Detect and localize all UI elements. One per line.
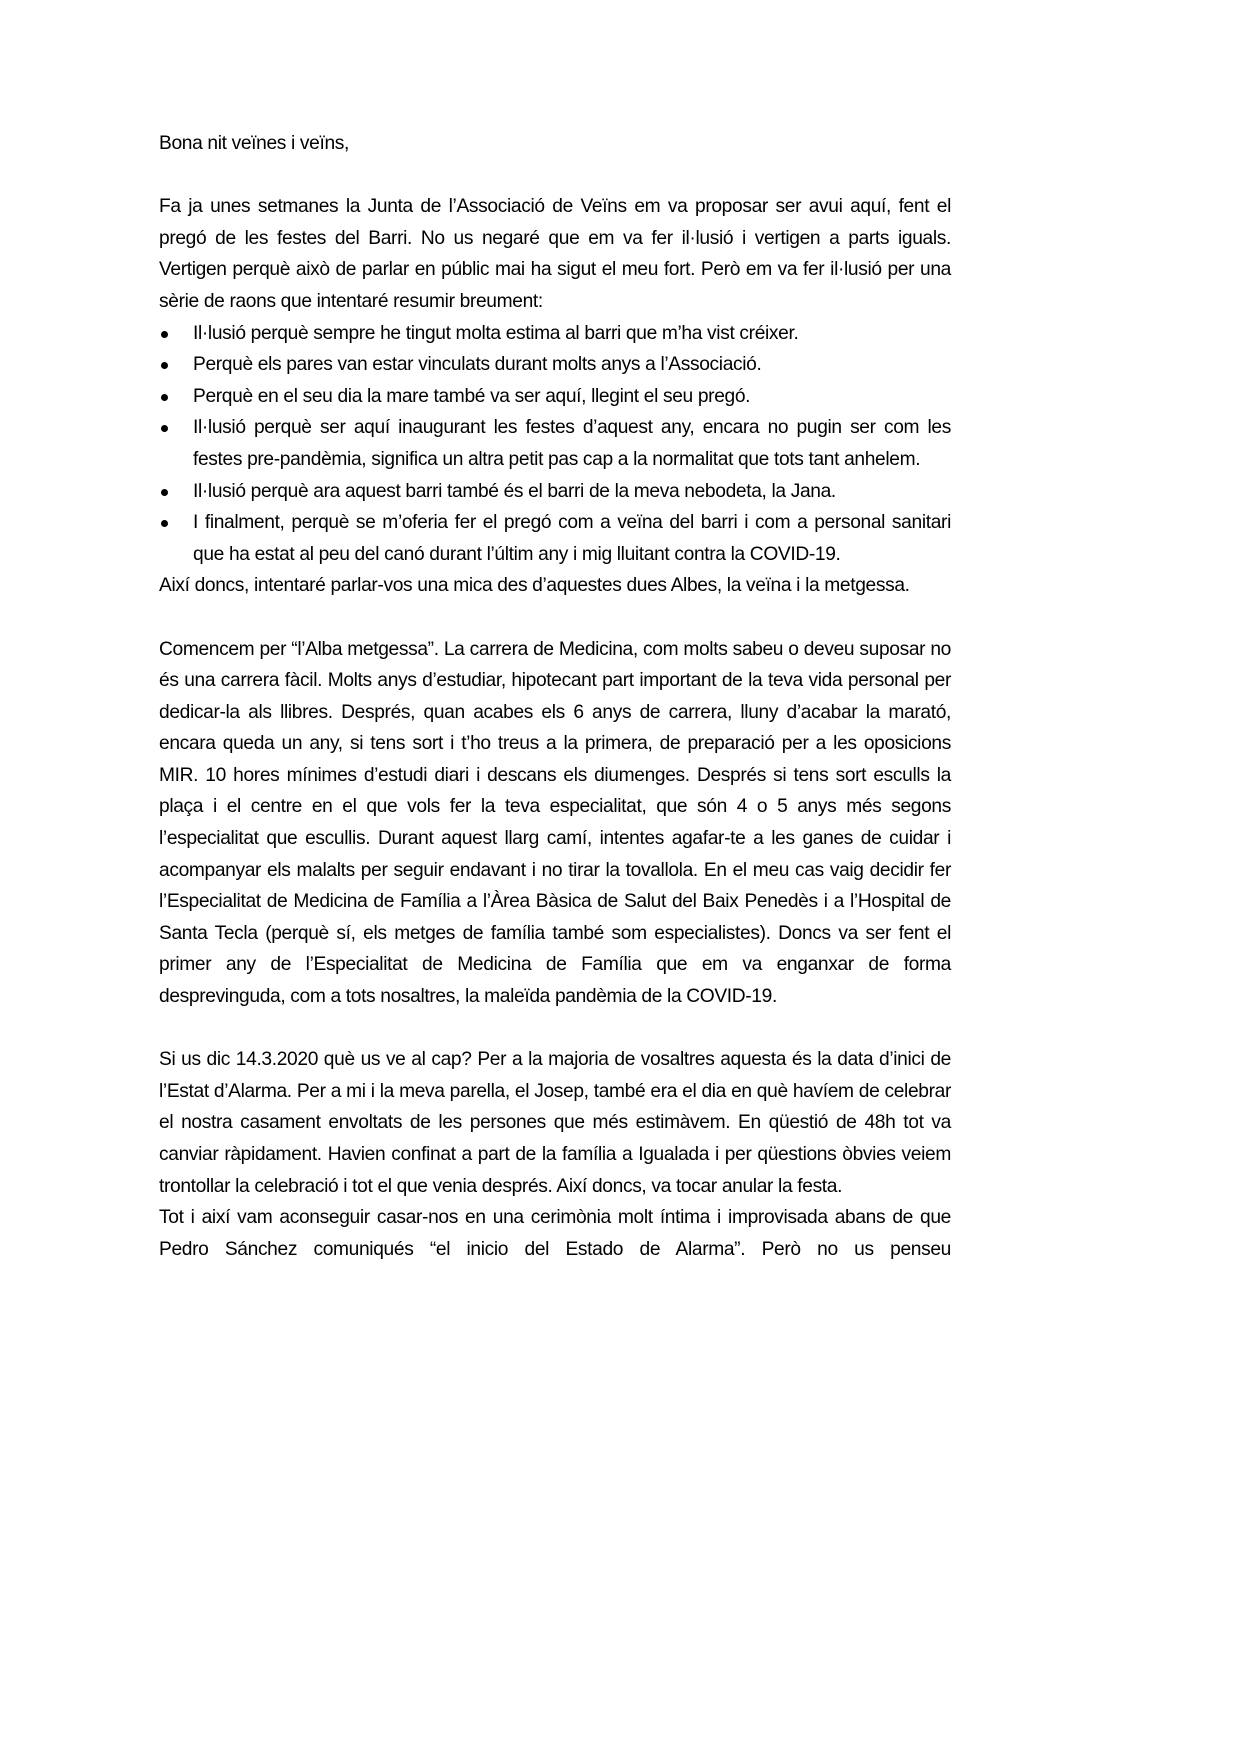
greeting: Bona nit veïnes i veïns,	[159, 133, 349, 154]
spacer	[159, 602, 951, 634]
date-paragraph: Si us dic 14.3.2020 què us ve al cap? Per a la majoria de vosaltres aquesta és la data d’inici de l’Estat d’Alarma. Per a mi i la meva parella, el Josep, també era el dia en què havíem de celebrar el nostra casament envoltats de les persones que més estimàvem. En qüestió de 48h tot va canviar ràpidament. Havien confinat a part de la família a Igualada i per qüestions òbvies veiem trontollar la celebració i tot el que venia després. Així doncs, va tocar anular la festa.	[159, 1049, 951, 1197]
spacer	[159, 160, 951, 192]
list-item: I finalment, perquè se m’oferia fer el pregó com a veïna del barri i com a personal sanitari que ha estat al peu del canó durant l’últim any i mig lluitant contra la COVID-19.	[193, 512, 951, 565]
after-bullets-paragraph: Així doncs, intentaré parlar-vos una mica des d’aquestes dues Albes, la veïna i la metgessa.	[159, 575, 910, 597]
reasons-list	[159, 318, 951, 571]
wedding-paragraph: Tot i així vam aconseguir casar-nos en una cerimònia molt íntima i improvisada abans de que Pedro Sánchez comuniqués “el inicio del Estado de Alarma”. Però no us penseu	[159, 1207, 951, 1260]
list-item: Perquè en el seu dia la mare també va ser aquí, llegint el seu pregó.	[193, 385, 751, 407]
doctor-paragraph: Comencem per “l’Alba metgessa”. La carrera de Medicina, com molts sabeu o deveu suposar no és una carrera fàcil. Molts anys d’estudiar, hipotecant part important de la teva vida personal per dedicar-la als llibres. Després, quan acabes els 6 anys de carrera, lluny d’acabar la marató, encara queda un any, si tens sort i t’ho treus a la primera, de preparació per a les oposicions MIR. 10 hores mínimes d’estudi diari i descans els diumenges. Després si tens sort esculls la plaça i el centre en el que vols fer la teva especialitat, que són 4 o 5 anys més segons l’especialitat que escullis. Durant aquest llarg camí, intentes agafar-te a les ganes de cuidar i acompanyar els malalts per seguir endavant i no tirar la tovallola. En el meu cas vaig decidir fer l’Especialitat de Medicina de Família a l’Àrea Bàsica de Salut del Baix Penedès i a l’Hospital de Santa Tecla (perquè sí, els metges de família també som especialistes). Doncs va ser fent el primer any de l’Especialitat de Medicina de Família que em va enganxar de forma desprevinguda, com a tots nosaltres, la maleïda pandèmia de la COVID-19.	[159, 638, 951, 1008]
spacer	[159, 1013, 951, 1045]
intro-paragraph: Fa ja unes setmanes la Junta de l’Associació de Veïns em va proposar ser avui aquí, fent el pregó de les festes del Barri. No us negaré que em va fer il·lusió i vertigen a parts iguals. Vertigen perquè això de parlar en públic mai ha sigut el meu fort. Però em va fer il·lusió per una sèrie de raons que intentaré resumir breument:	[159, 196, 951, 312]
list-item: Perquè els pares van estar vinculats durant molts anys a l’Associació.	[193, 354, 762, 376]
list-item: Il·lusió perquè sempre he tingut molta estima al barri que m’ha vist créixer.	[193, 322, 799, 344]
list-item: Il·lusió perquè ara aquest barri també és el barri de la meva nebodeta, la Jana.	[193, 480, 836, 502]
document-page	[159, 128, 951, 1265]
list-item: Il·lusió perquè ser aquí inaugurant les festes d’aquest any, encara no pugin ser com les festes pre-pandèmia, significa un altra petit pas cap a la normalitat que tots tant anhelem.	[193, 417, 951, 470]
